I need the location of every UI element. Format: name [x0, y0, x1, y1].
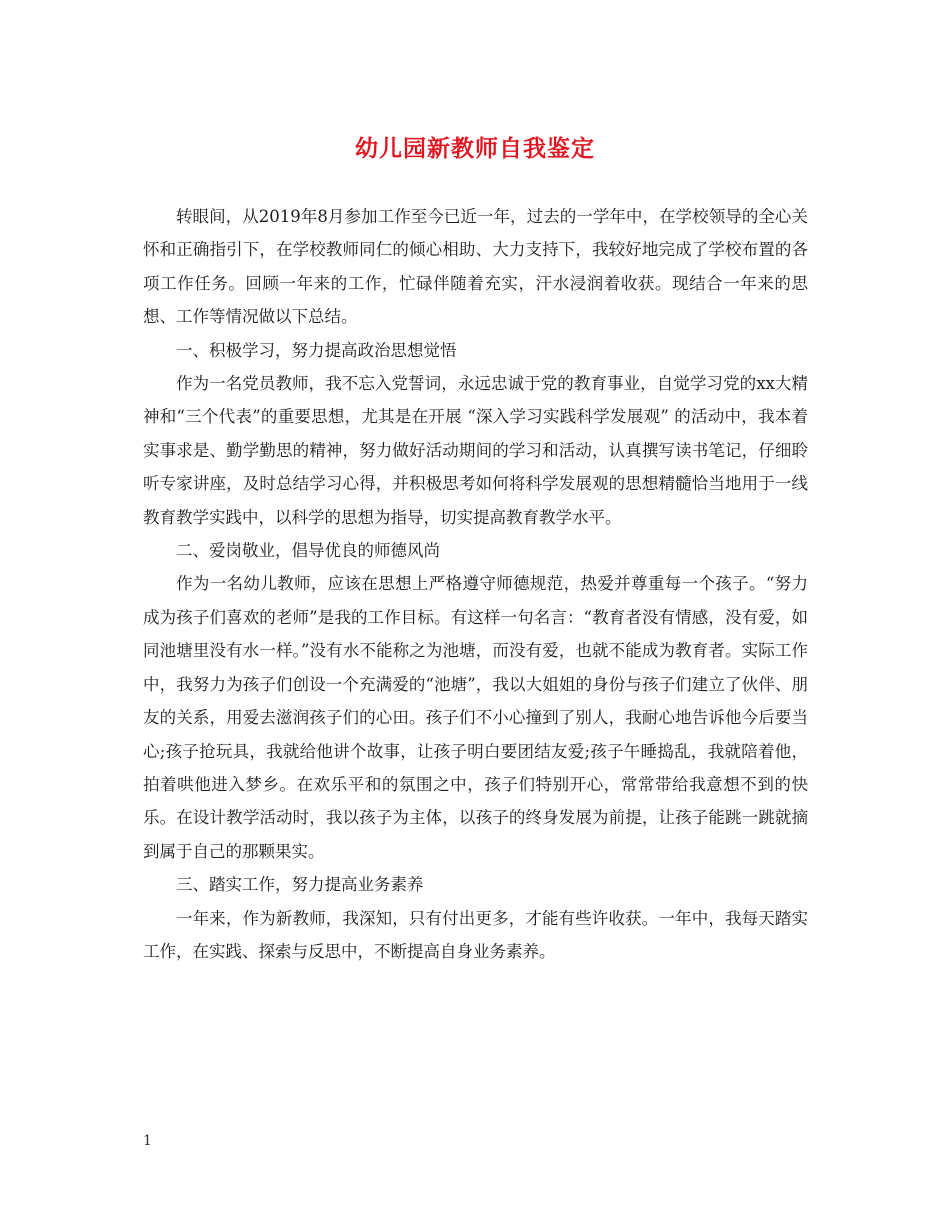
document-title: 幼儿园新教师自我鉴定: [355, 136, 595, 162]
section-heading-2: 二、爱岗敬业，倡导优良的师德风尚: [176, 541, 440, 561]
intro-paragraph: 转眼间，从2019年8月参加工作至今已近一年，过去的一学年中，在学校领导的全心关怀和正确指引下，在学校教师同仁的倾心相助、大力支持下，我较好地完成了学校布置的各项工作任务。回顾一年来的工作，忙碌伴随着充实，汗水浸润着收获。现结合一年来的思想、工作等情况做以下总结。: [143, 207, 808, 327]
section-paragraph-2: 作为一名幼儿教师，应该在思想上严格遵守师德规范，热爱并尊重每一个孩子。“努力成为孩子们喜欢的老师”是我的工作目标。有这样一句名言：“教育者没有情感，没有爱，如同池塘里没有水一样。”没有水不能称之为池塘，而没有爱，也就不能成为教育者。实际工作中，我努力为孩子们创设一个充满爱的“池塘”，我以大姐姐的身份与孩子们建立了伙伴、朋友的关系，用爱去滋润孩子们的心田。孩子们不小心撞到了别人，我耐心地告诉他今后要当心;孩子抢玩具，我就给他讲个故事，让孩子明白要团结友爱;孩子午睡捣乱，我就陪着他，拍着哄他进入梦乡。在欢乐平和的氛围之中，孩子们特别开心，常常带给我意想不到的快乐。在设计教学活动时，我以孩子为主体，以孩子的终身发展为前提，让孩子能跳一跳就摘到属于自己的那颗果实。: [143, 574, 808, 861]
section-heading-1: 一、积极学习，努力提高政治思想觉悟: [176, 340, 457, 360]
section-heading-3: 三、踏实工作，努力提高业务素养: [176, 875, 424, 895]
section-paragraph-1: 作为一名党员教师，我不忘入党誓词，永远忠诚于党的教育事业，自觉学习党的xx大精神和“三个代表”的重要思想，尤其是在开展 “深入学习实践科学发展观” 的活动中，我本着实事求是、勤学勤思的精神，努力做好活动期间的学习和活动，认真撰写读书笔记，仔细聆听专家讲座，及时总结学习心得，并积极思考如何将科学发展观的思想精髓恰当地用于一线教育教学实践中，以科学的思想为指导，切实提高教育教学水平。: [143, 374, 808, 527]
section-paragraph-3: 一年来，作为新教师，我深知，只有付出更多，才能有些许收获。一年中，我每天踏实工作，在实践、探索与反思中，不断提高自身业务素养。: [143, 908, 808, 961]
document-body: [143, 200, 808, 968]
page-number: 1: [143, 1133, 152, 1149]
